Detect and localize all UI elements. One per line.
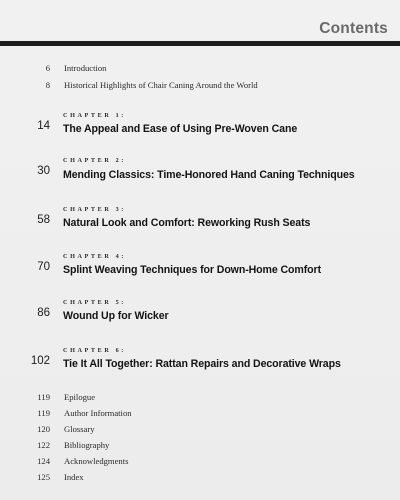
chapter-label: CHAPTER 5: bbox=[63, 299, 126, 306]
page-number: 119 bbox=[37, 392, 50, 402]
chapter-title: Mending Classics: Time-Honored Hand Caning Techniques bbox=[63, 169, 355, 181]
header-rule bbox=[0, 41, 400, 46]
page-number: 70 bbox=[37, 261, 50, 273]
entry-title: Bibliography bbox=[64, 440, 110, 450]
page-number: 6 bbox=[45, 63, 50, 73]
page-number: 14 bbox=[37, 120, 50, 132]
chapter-title: Natural Look and Comfort: Reworking Rush Seats bbox=[63, 217, 311, 229]
page-number: 86 bbox=[37, 307, 50, 319]
entry-title: Glossary bbox=[64, 424, 95, 434]
chapter-label: CHAPTER 4: bbox=[63, 253, 126, 260]
page-title: Contents bbox=[319, 20, 388, 37]
entry-title: Introduction bbox=[64, 63, 107, 73]
chapter-title: The Appeal and Ease of Using Pre-Woven Cane bbox=[63, 123, 298, 135]
chapter-label: CHAPTER 2: bbox=[63, 157, 126, 164]
page-number: 102 bbox=[30, 355, 50, 367]
entry-title: Acknowledgments bbox=[64, 456, 129, 466]
chapter-title: Tie It All Together: Rattan Repairs and Decorative Wraps bbox=[63, 358, 341, 370]
entry-title: Index bbox=[64, 472, 84, 482]
page-number: 30 bbox=[37, 165, 50, 177]
chapter-label: CHAPTER 6: bbox=[63, 347, 126, 354]
chapter-label: CHAPTER 1: bbox=[63, 112, 126, 119]
chapter-title: Wound Up for Wicker bbox=[63, 310, 169, 322]
chapter-title: Splint Weaving Techniques for Down-Home Comfort bbox=[63, 264, 321, 276]
chapter-label: CHAPTER 3: bbox=[63, 206, 126, 213]
page-number: 120 bbox=[37, 424, 50, 434]
page-number: 58 bbox=[37, 214, 50, 226]
entry-title: Author Information bbox=[64, 408, 132, 418]
page-number: 122 bbox=[37, 440, 50, 450]
entry-title: Epilogue bbox=[64, 392, 96, 402]
page-number: 8 bbox=[45, 80, 50, 90]
page-number: 119 bbox=[37, 408, 50, 418]
entry-title: Historical Highlights of Chair Caning Around the World bbox=[64, 80, 258, 90]
page-number: 125 bbox=[37, 472, 50, 482]
page-number: 124 bbox=[37, 456, 50, 466]
